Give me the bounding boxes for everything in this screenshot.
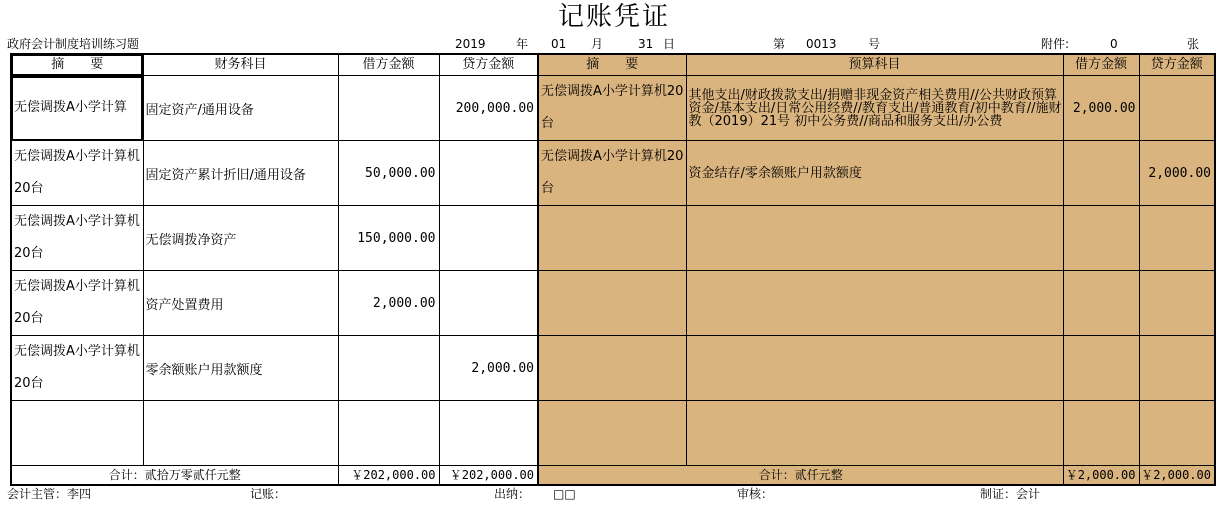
voucher-no-label: 第 xyxy=(773,37,786,51)
budget-account-cell[interactable] xyxy=(686,336,1063,401)
attachment-unit: 张 xyxy=(1187,37,1200,51)
budget-credit-cell[interactable] xyxy=(1139,401,1215,466)
company-name: 政府会计制度培训练习题 xyxy=(7,37,140,51)
budget-summary-cell[interactable]: 无偿调拨A小学计算机20台 xyxy=(538,76,686,141)
budget-debit-cell[interactable]: 2,000.00 xyxy=(1063,76,1139,141)
table-row xyxy=(11,401,1215,466)
summary-cell[interactable]: 无偿调拨A小学计算机20台 xyxy=(11,141,143,206)
account-cell[interactable]: 无偿调拨净资产 xyxy=(143,206,338,271)
debit-cell[interactable]: 50,000.00 xyxy=(338,141,439,206)
col-credit-header[interactable]: 贷方金额 xyxy=(439,54,538,76)
account-cell[interactable]: 零余额账户用款额度 xyxy=(143,336,338,401)
credit-cell[interactable] xyxy=(439,271,538,336)
table-row xyxy=(11,206,1215,271)
credit-cell[interactable] xyxy=(439,206,538,271)
budget-credit-cell[interactable] xyxy=(1139,336,1215,401)
totals-row xyxy=(11,466,1215,486)
table-row xyxy=(11,336,1215,401)
credit-cell[interactable] xyxy=(439,401,538,466)
budget-account-cell[interactable]: 资金结存/零余额账户用款额度 xyxy=(686,141,1063,206)
credit-cell[interactable] xyxy=(439,141,538,206)
bookkeeper-signoff: 记账： xyxy=(250,487,287,501)
supervisor-signoff: 会计主管：李四 xyxy=(7,487,92,501)
col-summary-header[interactable]: 摘 要 xyxy=(11,54,143,76)
col-budget-summary-header[interactable]: 摘 要 xyxy=(538,54,686,76)
summary-cell[interactable]: 无偿调拨A小学计算机20台 xyxy=(11,271,143,336)
budget-debit-cell[interactable] xyxy=(1063,206,1139,271)
budget-account-cell[interactable]: 其他支出/财政拨款支出/捐赠非现金资产相关费用//公共财政预算资金/基本支出/日常公用经费//教育支出/普通教育/初中教育//施财教（2019）21号 初中公务费//商品和服务支出/办公费 xyxy=(686,76,1063,141)
summary-cell[interactable]: 无偿调拨A小学计算 xyxy=(11,76,143,141)
header-row xyxy=(11,54,1215,76)
voucher-title: 记账凭证 xyxy=(557,2,670,32)
table-row xyxy=(11,271,1215,336)
budget-credit-cell[interactable]: 2,000.00 xyxy=(1139,141,1215,206)
budget-total-credit[interactable]: ￥2,000.00 xyxy=(1139,466,1215,486)
budget-summary-cell[interactable] xyxy=(538,401,686,466)
summary-cell[interactable] xyxy=(11,401,143,466)
budget-summary-cell[interactable] xyxy=(538,336,686,401)
debit-cell[interactable]: 150,000.00 xyxy=(338,206,439,271)
budget-debit-cell[interactable] xyxy=(1063,141,1139,206)
table-row xyxy=(11,141,1215,206)
total-credit[interactable]: ￥202,000.00 xyxy=(439,466,538,486)
total-debit[interactable]: ￥202,000.00 xyxy=(338,466,439,486)
col-account-header[interactable]: 财务科目 xyxy=(143,54,338,76)
budget-account-cell[interactable] xyxy=(686,271,1063,336)
table-row xyxy=(11,76,1215,141)
col-budget-credit-header[interactable]: 贷方金额 xyxy=(1139,54,1215,76)
budget-credit-cell[interactable] xyxy=(1139,271,1215,336)
date-year-label: 年 xyxy=(516,37,529,51)
voucher-table xyxy=(10,53,1216,486)
voucher-no-value: 0013 xyxy=(806,37,837,51)
total-label[interactable]: 合计：贰拾万零贰仟元整 xyxy=(11,466,338,486)
attachment-label: 附件: xyxy=(1041,37,1070,51)
credit-cell[interactable]: 200,000.00 xyxy=(439,76,538,141)
date-day: 31 xyxy=(638,37,654,51)
budget-credit-cell[interactable] xyxy=(1139,76,1215,141)
budget-debit-cell[interactable] xyxy=(1063,336,1139,401)
debit-cell[interactable] xyxy=(338,336,439,401)
date-day-label: 日 xyxy=(663,37,676,51)
attachment-count: 0 xyxy=(1110,37,1118,51)
budget-summary-cell[interactable] xyxy=(538,271,686,336)
account-cell[interactable]: 固定资产累计折旧/通用设备 xyxy=(143,141,338,206)
budget-account-cell[interactable] xyxy=(686,206,1063,271)
debit-cell[interactable] xyxy=(338,76,439,141)
budget-summary-cell[interactable]: 无偿调拨A小学计算机20台 xyxy=(538,141,686,206)
cashier-mark: □□ xyxy=(553,487,576,501)
voucher-no-suffix: 号 xyxy=(868,37,881,51)
account-cell[interactable]: 资产处置费用 xyxy=(143,271,338,336)
account-cell[interactable]: 固定资产/通用设备 xyxy=(143,76,338,141)
reviewer-signoff: 审核： xyxy=(737,487,774,501)
debit-cell[interactable]: 2,000.00 xyxy=(338,271,439,336)
account-cell[interactable] xyxy=(143,401,338,466)
budget-account-cell[interactable] xyxy=(686,401,1063,466)
budget-total-label[interactable]: 合计：贰仟元整 xyxy=(538,466,1063,486)
date-month: 01 xyxy=(551,37,567,51)
budget-debit-cell[interactable] xyxy=(1063,271,1139,336)
col-budget-debit-header[interactable]: 借方金额 xyxy=(1063,54,1139,76)
date-year: 2019 xyxy=(455,37,486,51)
summary-cell[interactable]: 无偿调拨A小学计算机20台 xyxy=(11,206,143,271)
col-debit-header[interactable]: 借方金额 xyxy=(338,54,439,76)
cashier-signoff: 出纳： xyxy=(494,487,531,501)
debit-cell[interactable] xyxy=(338,401,439,466)
col-budget-account-header[interactable]: 预算科目 xyxy=(686,54,1063,76)
credit-cell[interactable]: 2,000.00 xyxy=(439,336,538,401)
budget-credit-cell[interactable] xyxy=(1139,206,1215,271)
budget-debit-cell[interactable] xyxy=(1063,401,1139,466)
budget-summary-cell[interactable] xyxy=(538,206,686,271)
preparer-signoff: 制证：会计 xyxy=(980,487,1041,501)
date-month-label: 月 xyxy=(591,37,604,51)
budget-total-debit[interactable]: ￥2,000.00 xyxy=(1063,466,1139,486)
summary-cell[interactable]: 无偿调拨A小学计算机20台 xyxy=(11,336,143,401)
